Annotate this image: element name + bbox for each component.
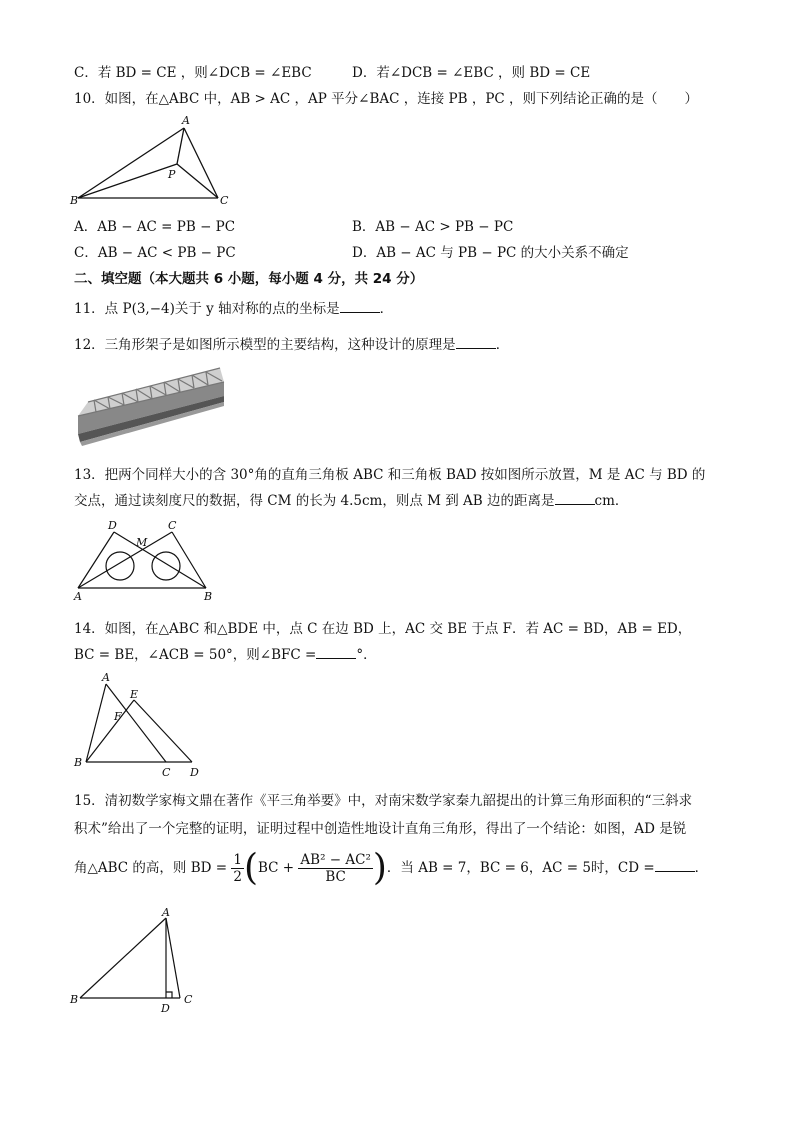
q13-label-d: D	[108, 519, 117, 532]
q15-half-fraction	[231, 852, 244, 885]
q10-label-p: P	[168, 168, 176, 181]
q10-option-b: B．AB − AC > PB − PC	[352, 219, 514, 235]
q13-label-b: B	[204, 590, 213, 603]
q14-degree: °．	[356, 647, 377, 663]
q14-label-d: D	[190, 766, 199, 779]
q10-label-a: A	[182, 114, 190, 127]
q15-fraction	[298, 852, 372, 885]
q10-label-b: B	[70, 194, 79, 207]
q14-label-e: E	[130, 688, 139, 701]
q15-fraction-den: BC	[325, 869, 346, 885]
q11-stem	[74, 300, 393, 318]
q15-answer-blank	[655, 859, 695, 872]
q15-end: ．	[694, 860, 709, 876]
q10-stem: 10．如图，在△ABC 中，AB > AC ，AP 平分∠BAC ，连接 PB ，PC ，则下列结论正确的是（ ）	[74, 91, 699, 107]
q15-label-d: D	[161, 1002, 170, 1015]
q14-answer-blank	[316, 646, 356, 659]
q11-coords: (3,−4)	[131, 301, 175, 317]
q13-label-m: M	[136, 536, 148, 549]
q15-line-1: 15．清初数学家梅文鼎在著作《平三角举要》中，对南宋数学家秦九韶提出的计算三角形面积的“三斜求	[74, 793, 693, 809]
q12-answer-blank	[456, 336, 496, 349]
q12-stem	[74, 336, 509, 354]
q15-half-num: 1	[233, 852, 242, 868]
q13-label-c: C	[168, 519, 177, 532]
q15-left-paren: (	[243, 847, 258, 889]
q13-line-1: 13．把两个同样大小的含 30°角的直角三角板 ABC 和三角板 BAD 按如图所示放置，M 是 AC 与 BD 的	[74, 467, 706, 483]
q14-label-c: C	[162, 766, 171, 779]
q15-inner-left: BC +	[258, 860, 295, 876]
q11-end: ．	[379, 301, 394, 317]
q13-figure	[70, 518, 220, 604]
q10-option-a: A．AB − AC = PB − PC	[74, 219, 236, 235]
q10-option-d: D．AB − AC 与 PB − PC 的大小关系不确定	[352, 245, 629, 261]
q14-label-f: F	[114, 710, 122, 723]
q14-line-1: 14．如图，在△ABC 和△BDE 中，点 C 在边 BD 上，AC 交 BE 于点 F．若 AC = BD，AB = ED，	[74, 621, 692, 637]
q12-end: ．	[495, 337, 510, 353]
truss-bridge-image	[74, 362, 230, 448]
q15-half-den: 2	[233, 869, 242, 885]
q15-figure	[68, 906, 208, 1016]
q14-line-2	[74, 646, 377, 664]
q15-label-b: B	[70, 993, 79, 1006]
q14-label-a: A	[102, 671, 110, 684]
q13-answer-blank	[555, 492, 595, 505]
q15-label-c: C	[184, 993, 193, 1006]
section-heading: 二、填空题（本大题共 6 小题，每小题 4 分，共 24 分）	[74, 271, 424, 287]
q15-right-paren: )	[372, 847, 387, 889]
q15-label-a: A	[162, 906, 170, 919]
q15-line-2: 积术”给出了一个完整的证明，证明过程中创造性地设计直角三角形，得出了一个结论：如图，AD 是锐	[74, 821, 687, 837]
q9-option-c: C．若 BD = CE ，则∠DCB = ∠EBC	[74, 65, 312, 81]
q10-figure	[68, 112, 238, 212]
q11-suffix: 关于 y 轴对称的点的坐标是	[174, 301, 340, 317]
q15-line-3-suffix: ．当 AB = 7，BC = 6，AC = 5时，CD =	[386, 860, 655, 876]
q13-line-2-text: 交点，通过读刻度尺的数据，得 CM 的长为 4.5cm，则点 M 到 AB 边的距离是	[74, 493, 555, 509]
q10-label-c: C	[220, 194, 229, 207]
q11-answer-blank	[340, 300, 380, 313]
q15-fraction-num: AB² − AC²	[300, 852, 371, 868]
q10-option-c: C．AB − AC < PB − PC	[74, 245, 236, 261]
q14-line-2-text: BC = BE，∠ACB = 50°，则∠BFC =	[74, 647, 317, 663]
q11-prefix: 11．点 P	[74, 301, 132, 317]
q15-line-3-prefix: 角△ABC 的高，则 BD =	[74, 860, 228, 876]
q14-label-b: B	[74, 756, 83, 769]
q13-line-2	[74, 492, 628, 510]
q15-line-3	[74, 848, 708, 888]
q13-unit: cm．	[594, 493, 629, 509]
q13-label-a: A	[74, 590, 82, 603]
q14-figure	[70, 672, 210, 782]
q9-option-d: D．若∠DCB = ∠EBC ，则 BD = CE	[352, 65, 591, 81]
q12-text: 12．三角形架子是如图所示模型的主要结构，这种设计的原理是	[74, 337, 456, 353]
